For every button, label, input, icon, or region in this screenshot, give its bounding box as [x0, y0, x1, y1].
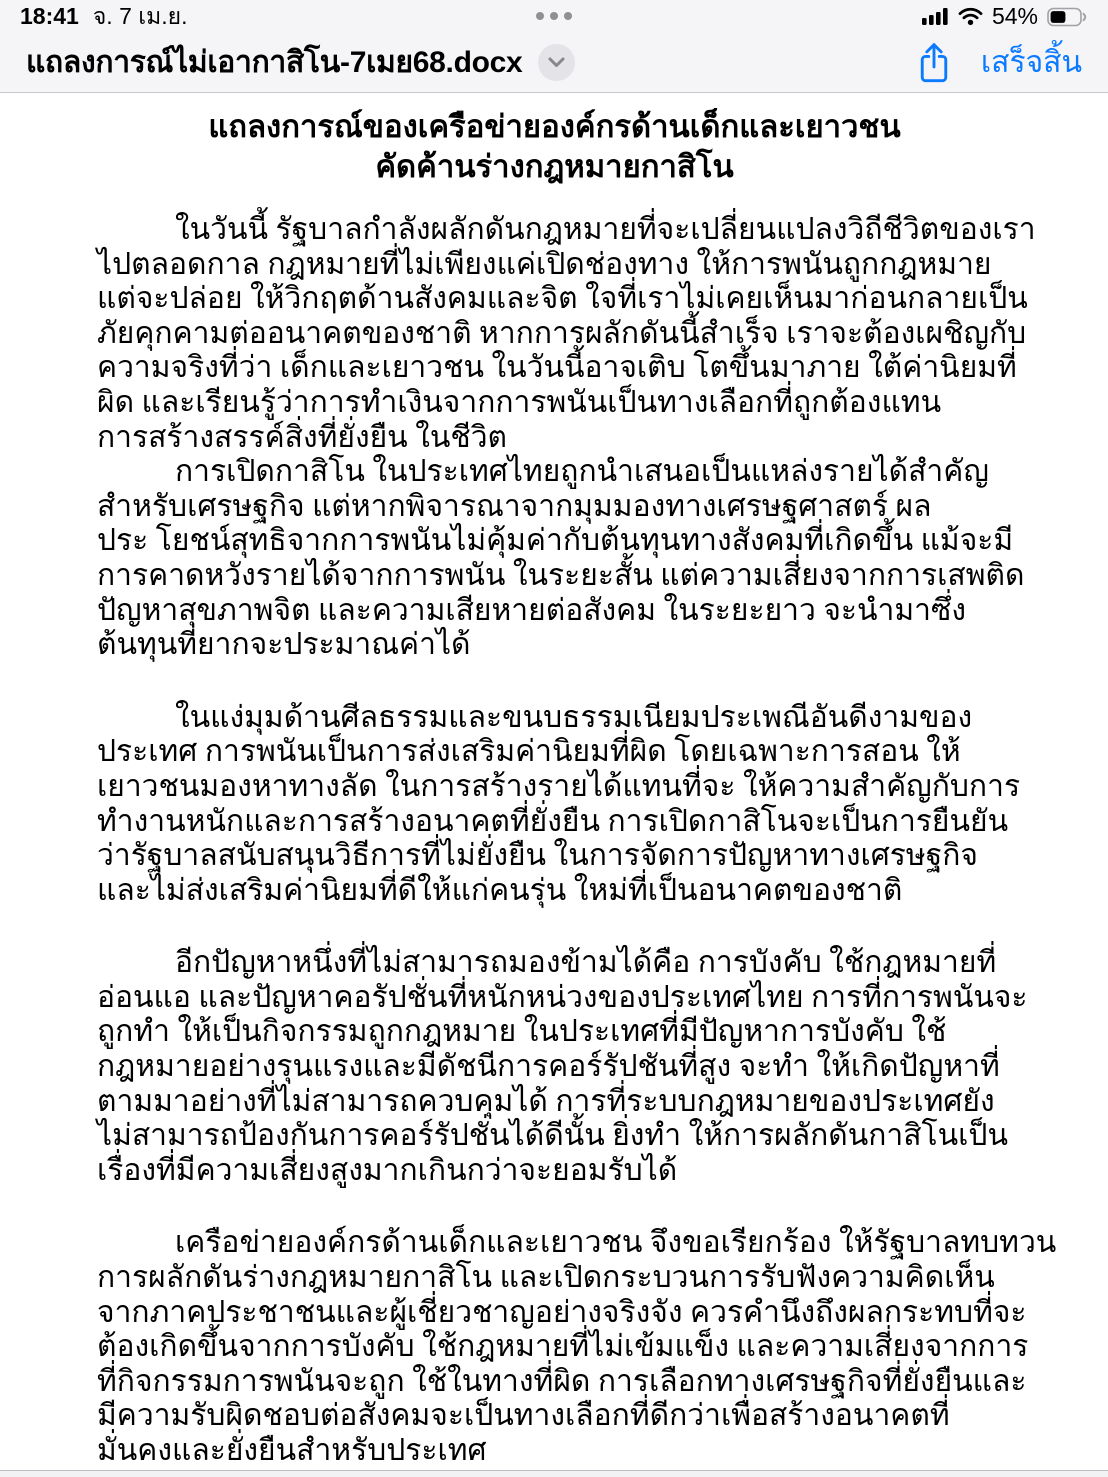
empty-line	[97, 663, 1012, 701]
text-line: ประเทศ การพนันเป็นการส่งเสริมค่านิยมที่ผิด โดยเฉพาะการสอน ให้	[97, 735, 961, 769]
nav-right	[917, 39, 1082, 86]
paragraph	[97, 700, 1021, 909]
battery-percent: 54%	[991, 3, 1038, 29]
text-line: ถูกทำ ให้เป็นกิจกรรมถูกกฎหมาย ในประเทศที่มีปัญหาการบังคับ ใช้	[97, 1015, 947, 1049]
text-line: การคาดหวังรายได้จากการพนัน ในระยะสั้น แต่ความเสี่ยงจากการเสพติด	[97, 558, 1025, 592]
text-line: ว่ารัฐบาลสนับสนุนวิธีการที่ไม่ยั่งยืน ในการจัดการปัญหาทางเศรษฐกิจ	[97, 839, 978, 873]
text-line: ผิด และเรียนรู้ว่าการทำเงินจากการพนันเป็นทางเลือกที่ถูกต้องแทน	[97, 385, 942, 419]
status-bar	[0, 0, 1108, 33]
text-line: การผลักดันร่างกฎหมายกาสิโน และเปิดกระบวนการรับฟังความคิดเห็น	[97, 1261, 995, 1295]
text-line: ความจริงที่ว่า เด็กและเยาวชน ในวันนี้อาจเติบ โตขึ้นมาภาย ใต้ค่านิยมที่	[97, 351, 1017, 385]
document-title: แถลงการณ์ไม่เอากาสิโน-7เมย68.docx	[26, 46, 523, 79]
text-line: ไปตลอดกาล กฎหมายที่ไม่เพียงแค่เปิดช่องทาง ให้การพนันถูกกฎหมาย	[97, 247, 992, 281]
text-line: และไม่ส่งเสริมค่านิยมที่ดีให้แก่คนรุ่น ใหม่ที่เป็นอนาคตของชาติ	[97, 873, 903, 907]
heading-line: คัดค้านร่างกฎหมายกาสิโน	[375, 149, 734, 184]
share-icon	[917, 42, 951, 84]
text-line: จากภาคประชาชนและผู้เชี่ยวชาญอย่างจริงจัง ควรคำนึงถึงผลกระทบที่จะ	[97, 1295, 1027, 1329]
text-line: สำหรับเศรษฐกิจ แต่หากพิจารณาจากมุมมองทางเศรษฐศาสตร์ ผล	[97, 489, 932, 523]
multitasking-dots-icon	[536, 12, 572, 20]
document-body	[97, 213, 1057, 1469]
text-line: ประ โยชน์สุทธิจากการพนันไม่คุ้มค่ากับต้นทุนทางสังคมที่เกิดขึ้น แม้จะมี	[97, 524, 1014, 558]
text-line: ปัญหาสุขภาพจิต และความเสียหายต่อสังคม ในระยะยาว จะนำมาซึ่ง	[97, 593, 967, 627]
text-line: ในวันนี้ รัฐบาลกำลังผลักดันกฎหมายที่จะเปลี่ยนแปลงวิถีชีวิตของเรา	[175, 213, 1036, 246]
paragraph	[97, 213, 1036, 455]
share-button[interactable]	[917, 42, 951, 84]
chevron-down-icon	[548, 57, 565, 68]
nav-left	[26, 39, 575, 86]
text-line: เยาวชนมองหาทางลัด ในการสร้างรายได้แทนที่จะ ให้ความสำคัญกับการ	[97, 769, 1021, 803]
bottom-toolbar-edge	[0, 1470, 1108, 1477]
text-line: มีความรับผิดชอบต่อสังคมจะเป็นทางเลือกที่ดีกว่าเพื่อสร้างอนาคตที่	[97, 1399, 950, 1433]
text-line: การสร้างสรรค์สิ่งที่ยั่งยืน ในชีวิต	[97, 420, 508, 454]
text-line: ในแง่มุมด้านศีลธรรมและขนบธรรมเนียมประเพณีอันดีงามของ	[175, 700, 973, 734]
text-line: ต้องเกิดขึ้นจากการบังคับ ใช้กฎหมายที่ไม่เข้มแข็ง และความเสี่ยงจากการ	[97, 1330, 1029, 1364]
text-line: ไม่สามารถป้องกันการคอร์รัปชั่นได้ดีนั้น ยิ่งทำ ให้การผลักดันกาสิโนเป็น	[97, 1119, 1008, 1153]
heading-line: แถลงการณ์ของเครือข่ายองค์กรด้านเด็กและเยาวชน	[208, 109, 901, 144]
empty-line	[97, 908, 1012, 946]
paragraph	[97, 455, 1025, 663]
clock: 18:41	[20, 2, 79, 29]
done-button[interactable]: เสร็จสิ้น	[981, 39, 1082, 86]
text-line: การเปิดกาสิโน ในประเทศไทยถูกนำเสนอเป็นแหล่งรายได้สำคัญ	[175, 455, 989, 489]
status-date: จ. 7 เม.ย.	[92, 2, 188, 29]
text-line: ต้นทุนที่ยากจะประมาณค่าได้	[97, 628, 471, 662]
wifi-icon	[958, 7, 983, 26]
text-line: ทำงานหนักและการสร้างอนาคตที่ยั่งยืน การเปิดกาสิโนจะเป็นการยืนยัน	[97, 804, 1009, 838]
nav-bar	[0, 33, 1108, 93]
battery-icon	[1047, 7, 1088, 27]
text-line: อ่อนแอ และปัญหาคอรัปชั่นที่หนักหน่วงของประเทศไทย การที่การพนันจะ	[97, 980, 1028, 1014]
paragraph	[97, 946, 1028, 1188]
title-menu-button[interactable]	[538, 44, 575, 81]
text-line: เรื่องที่มีความเสี่ยงสูงมากเกินกว่าจะยอมรับได้	[97, 1153, 678, 1187]
document-heading	[97, 107, 1012, 187]
status-left	[20, 0, 188, 35]
empty-line	[97, 1188, 1012, 1226]
text-line: เครือข่ายองค์กรด้านเด็กและเยาวชน จึงขอเรียกร้อง ให้รัฐบาลทบทวน	[175, 1226, 1057, 1260]
cellular-signal-icon	[922, 8, 949, 25]
text-line: กฎหมายอย่างรุนแรงและมีดัชนีการคอร์รัปชันที่สูง จะทำ ให้เกิดปัญหาที่	[97, 1050, 1000, 1084]
text-line: ภัยคุกคามต่ออนาคตของชาติ หากการผลักดันนี้สำเร็จ เราจะต้องเผชิญกับ	[97, 316, 1027, 350]
text-line: ตามมาอย่างที่ไม่สามารถควบคุมได้ การที่ระบบกฎหมายของประเทศยัง	[97, 1084, 995, 1118]
text-line: มั่นคงและยั่งยืนสำหรับประเทศ	[97, 1434, 487, 1467]
text-line: อีกปัญหาหนึ่งที่ไม่สามารถมองข้ามได้คือ การบังคับ ใช้กฎหมายที่	[175, 946, 997, 980]
text-line: แต่จะปล่อย ให้วิกฤตด้านสังคมและจิต ใจที่เราไม่เคยเห็นมาก่อนกลายเป็น	[97, 282, 1028, 316]
paragraph	[97, 1226, 1057, 1468]
document-page[interactable]	[0, 93, 1108, 1469]
status-right	[922, 3, 1088, 30]
text-line: ที่กิจกรรมการพนันจะถูก ใช้ในทางที่ผิด การเลือกทางเศรษฐกิจที่ยั่งยืนและ	[97, 1364, 1027, 1398]
